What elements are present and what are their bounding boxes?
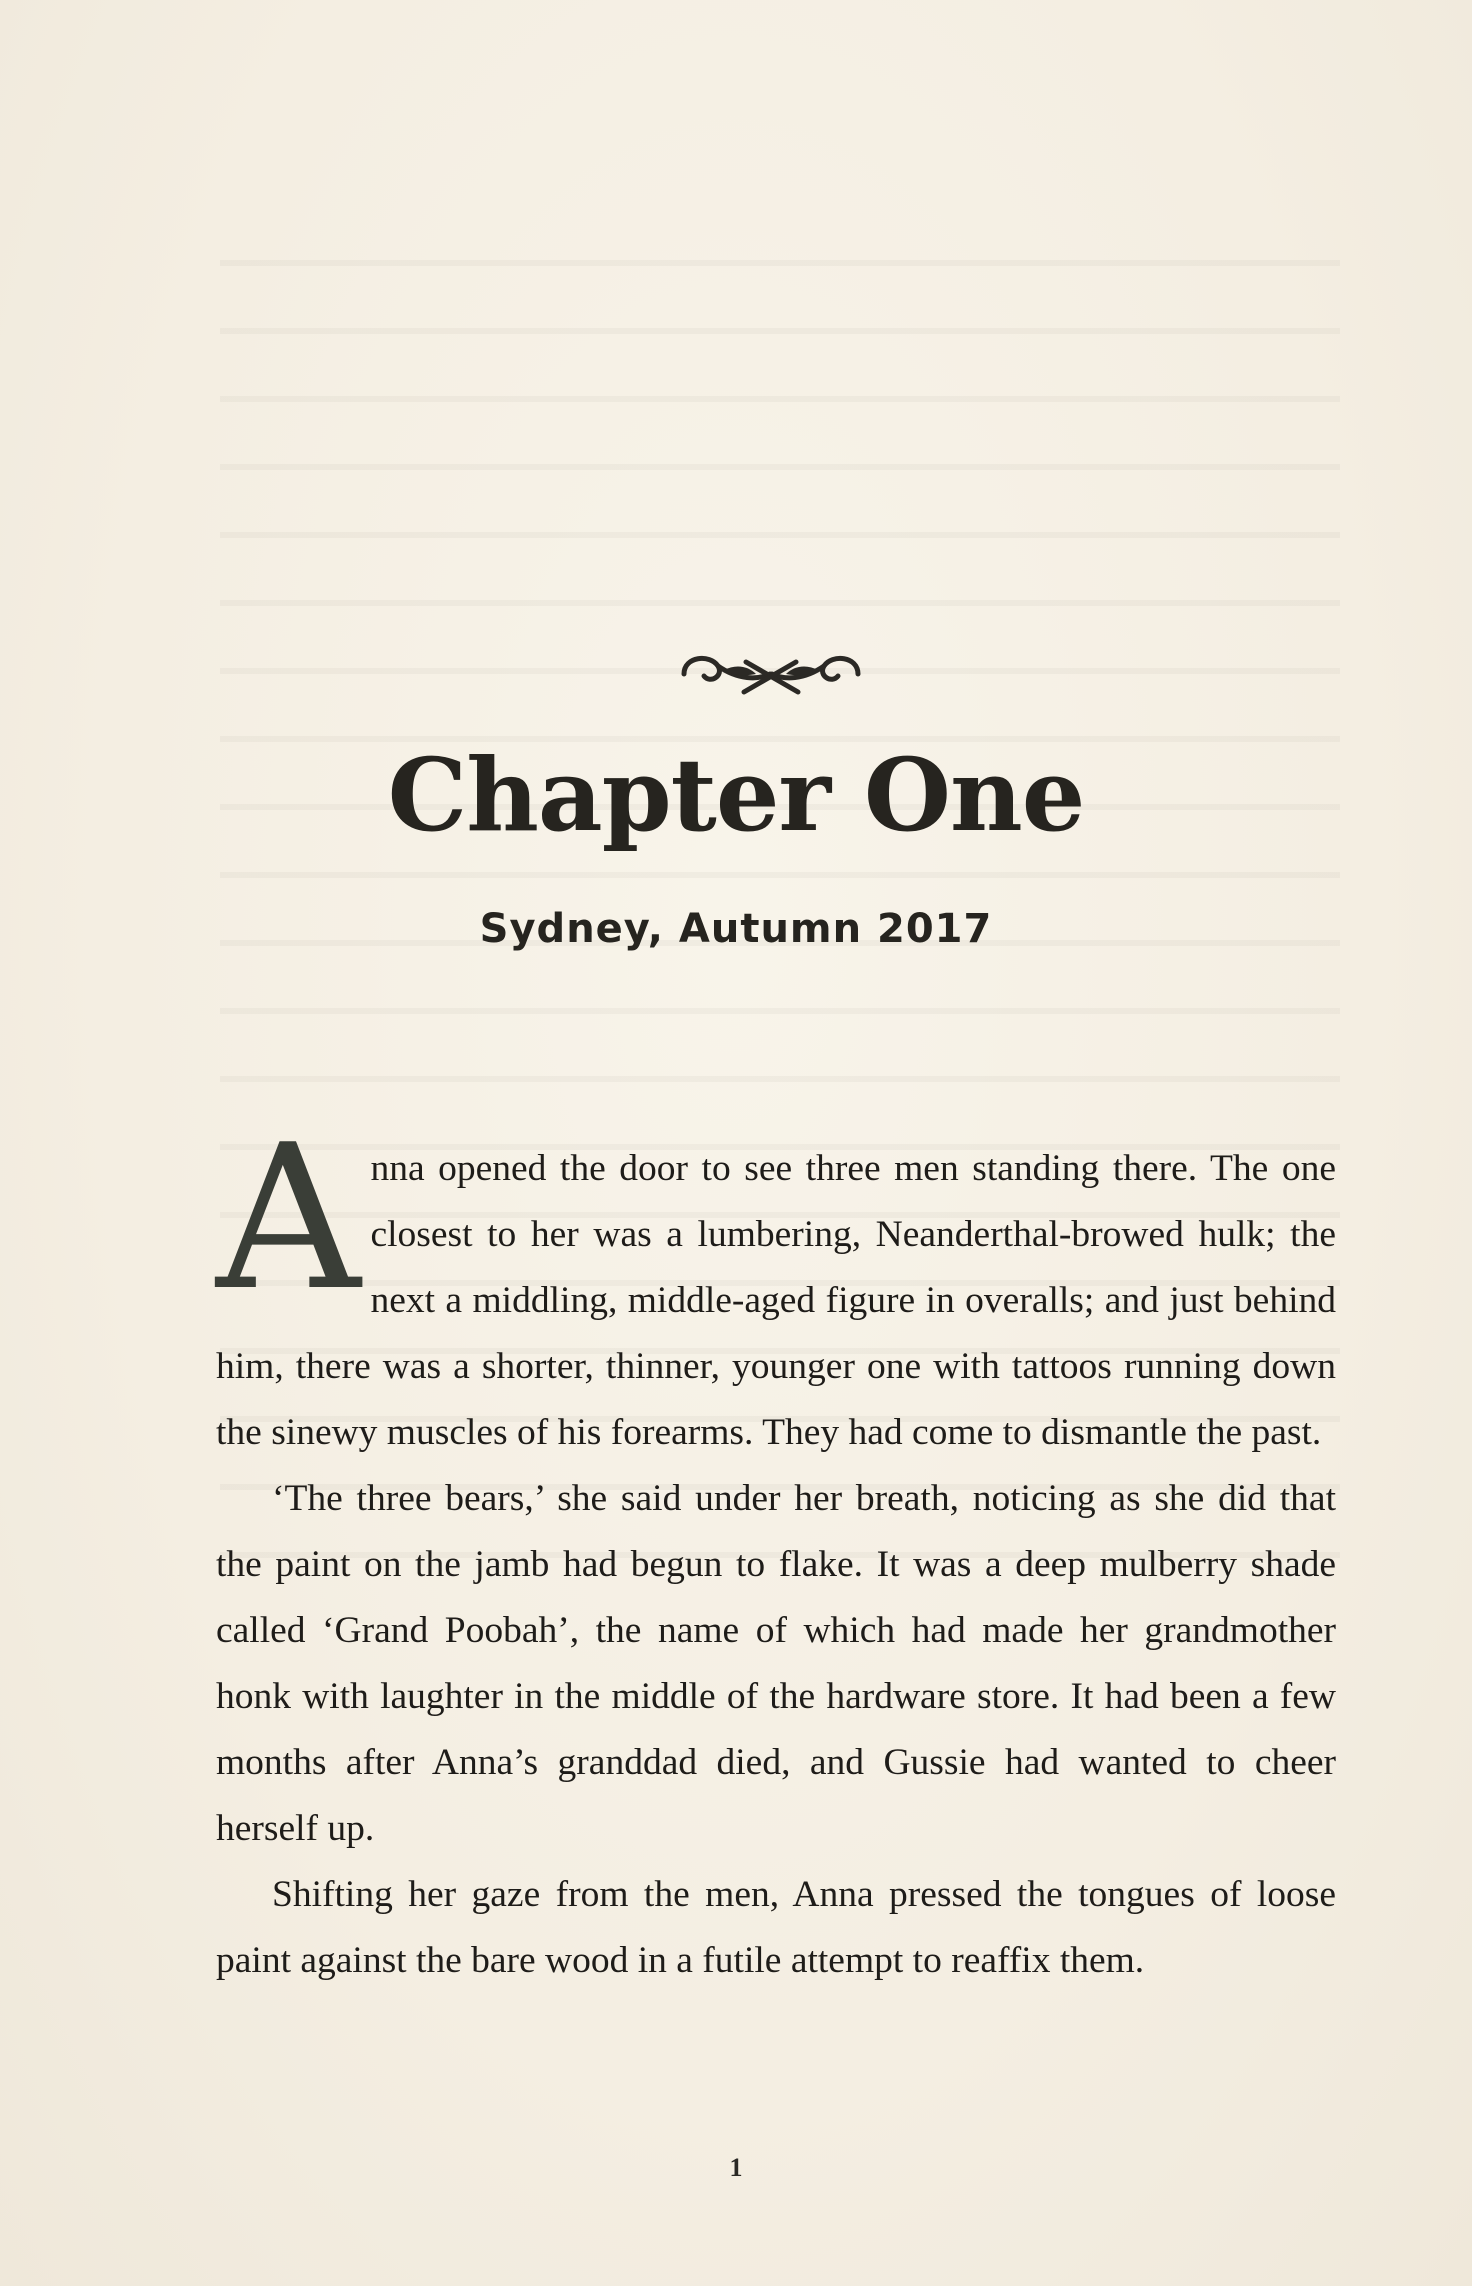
paragraph-3: Shifting her gaze from the men, Anna pressed the tongues of loose paint against the bare wood in a futile attempt to reaffix them. — [216, 1874, 1336, 1981]
paragraph-2: ‘The three bears,’ she said under her breath, noticing as she did that the paint on the jamb had begun to flake. It was a deep mulberry shade called ‘Grand Poobah’, the name of which had made her grandmother honk with laughter in the middle of the hardware store. It had been a few months after Anna’s granddad died, and Gussie had wanted to cheer herself up. — [216, 1478, 1336, 1849]
chapter-body — [216, 1102, 1336, 1994]
chapter-subtitle: Sydney, Autumn 2017 — [479, 906, 993, 952]
paragraph-1-text: nna opened the door to see three men standing there. The one closest to her was a lumbering, Neanderthal-browed hulk; the next a middling, middle-aged figure in overalls; and just behind him, there was a shorter, thinner, younger one with tattoos running down the sinewy muscles of his forearms. They had come to dismantle the past. — [216, 1148, 1336, 1453]
drop-cap: A — [216, 1102, 361, 1335]
chapter-title: Chapter One — [387, 736, 1085, 854]
paragraph-1 — [216, 1102, 1336, 1466]
page-number: 1 — [729, 2153, 743, 2182]
scroll-flourish-icon — [666, 640, 876, 700]
